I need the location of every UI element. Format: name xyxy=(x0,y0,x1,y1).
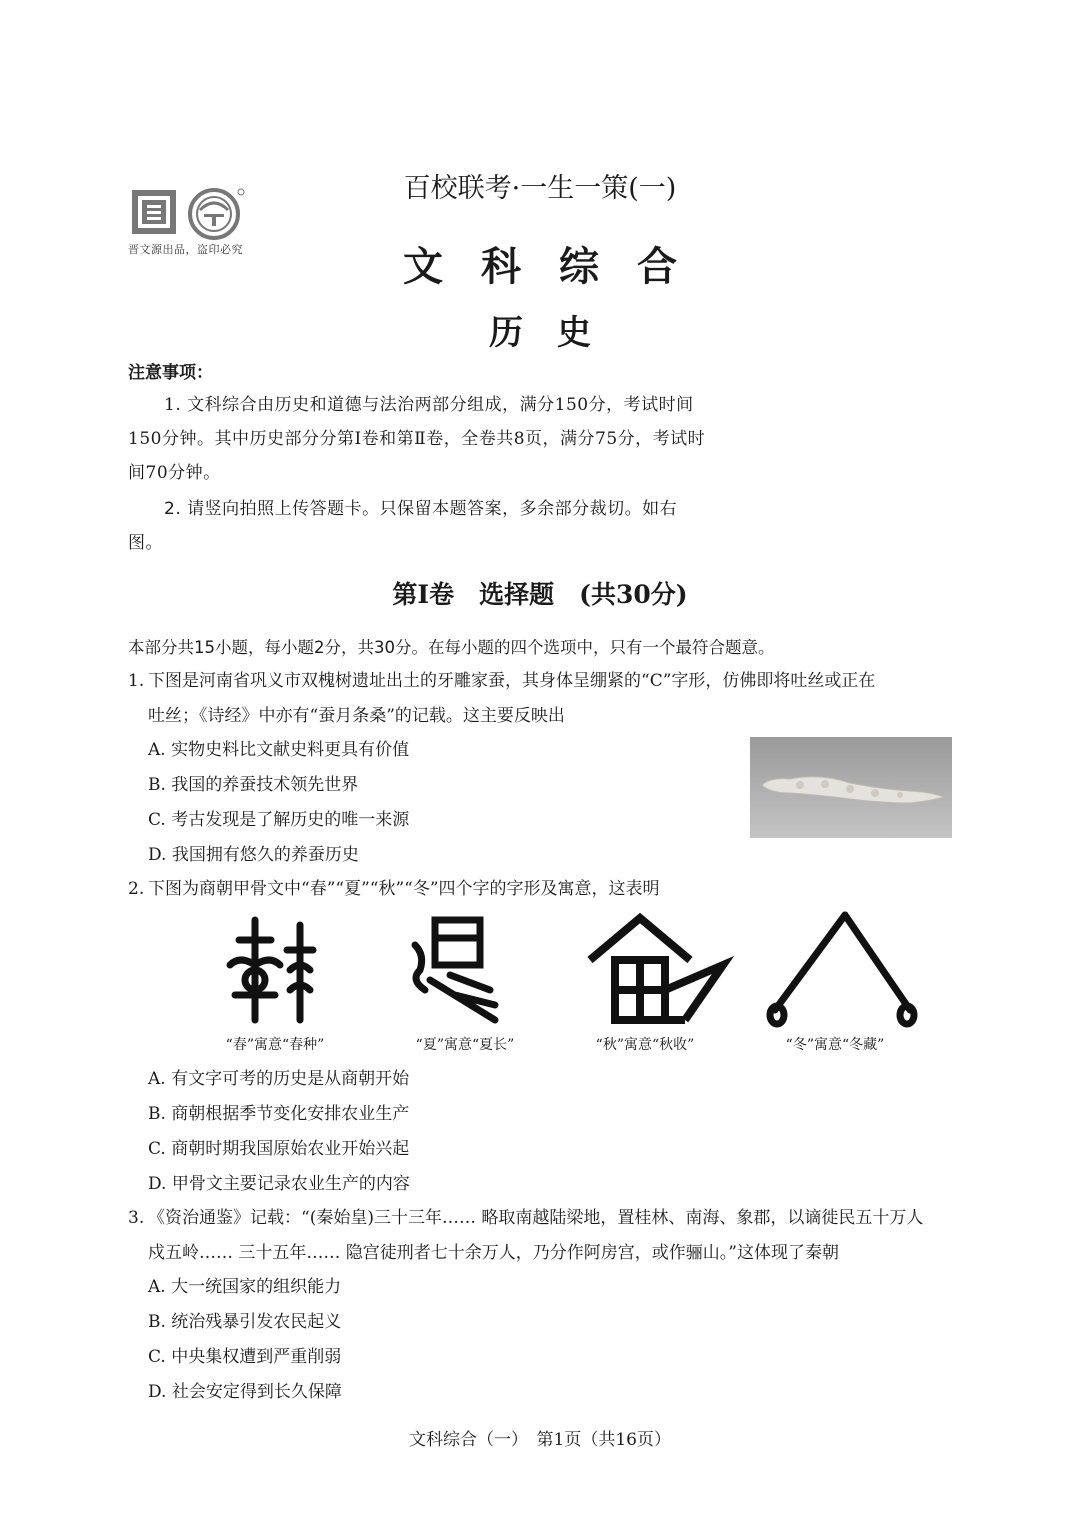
question-3-option-d: D. 社会安定得到长久保障 xyxy=(148,1382,342,1402)
note-item-2-text: 2. 请竖向拍照上传答题卡。只保留本题答案，多余部分裁切。如右图。 xyxy=(128,499,678,553)
note-item-1-text: 1. 文科综合由历史和道德与法治两部分组成，满分150分，考试时间150分钟。其中历史部分分第Ⅰ卷和第Ⅱ卷，全卷共8页，满分75分，考试时间70分钟。 xyxy=(128,395,706,483)
logo-caption: 晋文源出品，盗印必究 xyxy=(128,243,243,256)
note-item-2 xyxy=(128,492,708,560)
question-2-option-a: A. 有文字可考的历史是从商朝开始 xyxy=(148,1069,410,1089)
page-footer: 文科综合（一） 第1页（共16页） xyxy=(409,1430,671,1450)
oracle-glyph-winter xyxy=(765,910,925,1030)
note-item-1 xyxy=(128,388,708,490)
question-3-option-c: C. 中央集权遭到严重削弱 xyxy=(148,1347,342,1367)
question-1-stem xyxy=(128,664,958,734)
question-1-option-a: A. 实物史料比文献史料更具有价值 xyxy=(148,740,410,760)
question-1-stem-line1: 下图是河南省巩义市双槐树遗址出土的牙雕家蚕，其身体呈绷紧的“C”字形，仿佛即将吐丝或正在 xyxy=(148,671,876,691)
subject-title: 文科综合 xyxy=(403,244,715,290)
question-3-stem-line2: 戍五岭…… 三十五年…… 隐宫徒刑者七十余万人，乃分作阿房宫，或作骊山。”这体现了秦朝 xyxy=(148,1243,839,1263)
question-3-option-b: B. 统治残暴引发农民起义 xyxy=(148,1312,342,1332)
notes-heading: 注意事项： xyxy=(128,363,213,383)
caption-summer: “夏”寓意“夏长” xyxy=(415,1037,515,1053)
question-1-stem-line2: 吐丝；《诗经》中亦有“蚕月条桑”的记载。这主要反映出 xyxy=(148,706,565,726)
question-3-number: 3. xyxy=(128,1208,145,1228)
question-3-option-a: A. 大一统国家的组织能力 xyxy=(148,1277,342,1297)
ivory-silkworm-photo xyxy=(750,737,952,838)
question-3-stem xyxy=(128,1201,958,1271)
oracle-glyph-spring xyxy=(195,910,355,1030)
question-1-option-b: B. 我国的养蚕技术领先世界 xyxy=(148,775,359,795)
question-2-stem-line1: 下图为商朝甲骨文中“春”“夏”“秋”“冬”四个字的字形及寓意，这表明 xyxy=(148,879,660,899)
question-1-option-d: D. 我国拥有悠久的养蚕历史 xyxy=(148,845,359,865)
part-title: 历史 xyxy=(489,313,625,353)
question-2-stem xyxy=(128,872,958,907)
question-2-number: 2. xyxy=(128,879,145,899)
question-2-option-b: B. 商朝根据季节变化安排农业生产 xyxy=(148,1104,410,1124)
oracle-glyph-summer xyxy=(395,910,555,1030)
question-1-option-c: C. 考古发现是了解历史的唯一来源 xyxy=(148,810,410,830)
caption-autumn: “秋”寓意“秋收” xyxy=(595,1037,695,1053)
oracle-glyph-autumn xyxy=(585,910,745,1030)
question-2-option-d: D. 甲骨文主要记录农业生产的内容 xyxy=(148,1174,410,1194)
question-1-number: 1. xyxy=(128,671,145,691)
caption-winter: “冬”寓意“冬藏” xyxy=(785,1037,885,1053)
section-intro: 本部分共15小题，每小题2分，共30分。在每小题的四个选项中，只有一个最符合题意。 xyxy=(128,638,775,657)
caption-spring: “春”寓意“春种” xyxy=(225,1037,325,1053)
question-2-option-c: C. 商朝时期我国原始农业开始兴起 xyxy=(148,1139,410,1159)
question-3-stem-line1: 《资治通鉴》记载：“(秦始皇)三十三年…… 略取南越陆梁地，置桂林、南海、象郡，以谪徙民五十万人 xyxy=(148,1208,924,1228)
series-title: 百校联考·一生一策(一) xyxy=(403,173,677,204)
section-title: 第Ⅰ卷 选择题 (共30分) xyxy=(392,580,688,609)
